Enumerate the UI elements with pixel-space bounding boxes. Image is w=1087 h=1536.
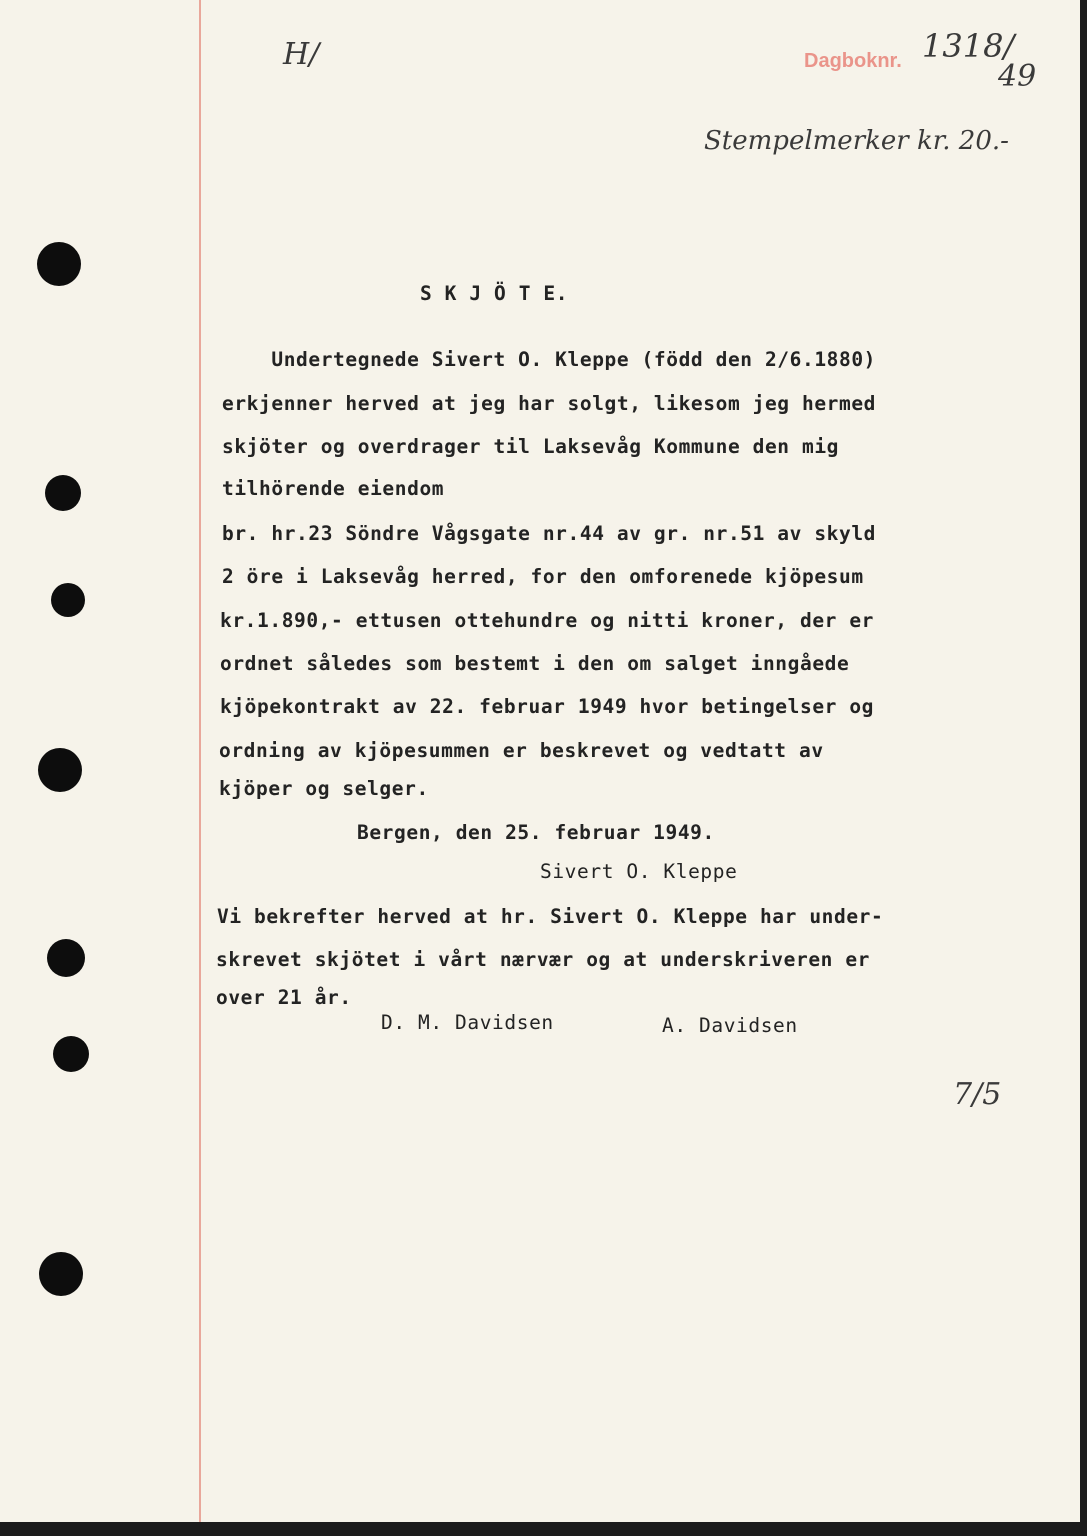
end-mark: 7/5 bbox=[953, 1077, 1002, 1112]
deed-line: ordning av kjöpesummen er beskrevet og vedtatt av bbox=[219, 739, 824, 762]
deed-line: skjöter og overdrager til Laksevåg Kommune den mig bbox=[222, 435, 839, 458]
stamp-fee-note: Stempelmerker kr. 20.- bbox=[704, 126, 1009, 156]
deed-line: kr.1.890,- ettusen ottehundre og nitti kroner, der er bbox=[220, 609, 875, 632]
journal-number: 1318/ bbox=[922, 27, 1015, 65]
journal-year: 49 bbox=[998, 59, 1037, 94]
deed-line: br. hr.23 Söndre Vågsgate nr.44 av gr. nr.51 av skyld bbox=[222, 522, 877, 545]
initials: H/ bbox=[283, 37, 320, 72]
place-date: Bergen, den 25. februar 1949. bbox=[357, 821, 715, 844]
punch-hole bbox=[37, 242, 81, 286]
deed-line: 2 öre i Laksevåg herred, for den omforenede kjöpesum bbox=[222, 565, 864, 588]
deed-line: Undertegnede Sivert O. Kleppe (född den 2/6.1880) bbox=[222, 348, 877, 371]
deed-line: tilhörende eiendom bbox=[222, 477, 445, 500]
punch-hole bbox=[51, 583, 85, 617]
punch-hole bbox=[38, 748, 82, 792]
deed-line: kjöper og selger. bbox=[219, 777, 429, 800]
witness-line: Vi bekrefter herved at hr. Sivert O. Kleppe har under- bbox=[217, 905, 884, 928]
punch-hole bbox=[45, 475, 81, 511]
witness-line: skrevet skjötet i vårt nærvær og at underskriveren er bbox=[216, 948, 871, 971]
witness-line: over 21 år. bbox=[216, 986, 352, 1009]
seller-signature: Sivert O. Kleppe bbox=[540, 860, 738, 883]
deed-line: erkjenner herved at jeg har solgt, likesom jeg hermed bbox=[222, 392, 877, 415]
deed-title: S K J Ö T E. bbox=[420, 282, 569, 305]
punch-hole bbox=[53, 1036, 89, 1072]
deed-line: ordnet således som bestemt i den om salget inngåede bbox=[220, 652, 850, 675]
punch-hole bbox=[47, 939, 85, 977]
margin-line bbox=[199, 0, 201, 1522]
witness-signature-2: A. Davidsen bbox=[662, 1014, 798, 1037]
deed-line: kjöpekontrakt av 22. februar 1949 hvor betingelser og bbox=[220, 695, 875, 718]
scan-border bbox=[1080, 0, 1087, 1536]
scan-border bbox=[0, 1522, 1087, 1536]
punch-hole bbox=[39, 1252, 83, 1296]
journal-stamp-label: Dagboknr. bbox=[804, 50, 902, 72]
witness-signature-1: D. M. Davidsen bbox=[381, 1011, 554, 1034]
